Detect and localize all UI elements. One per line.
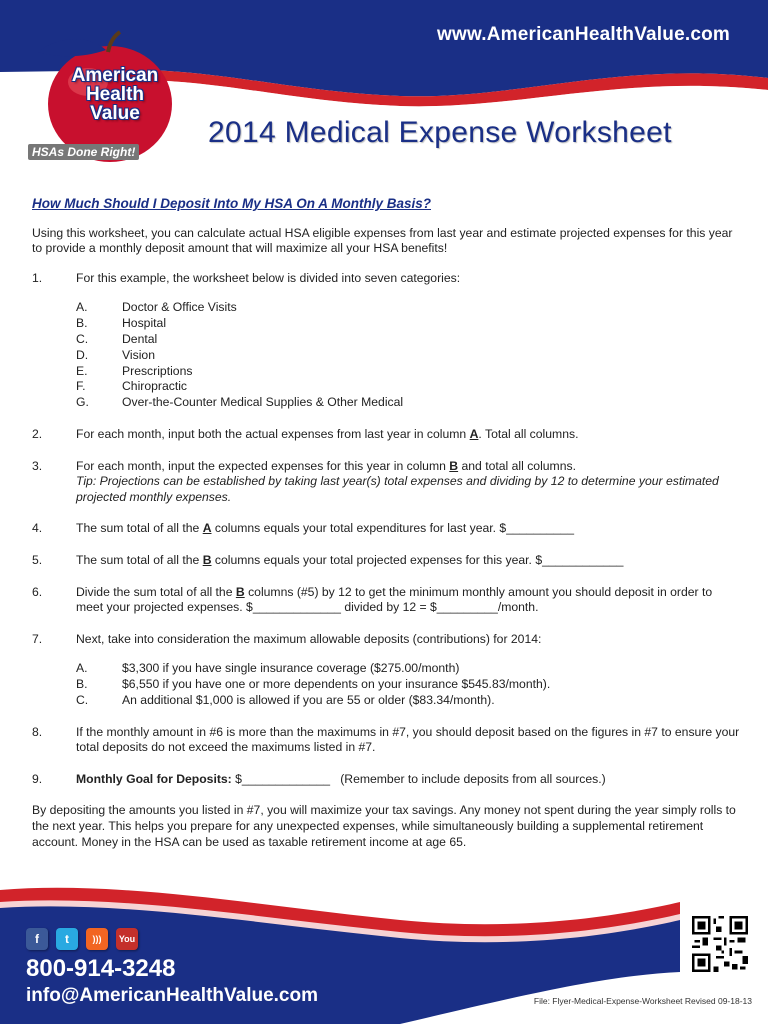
worksheet-body: [32, 196, 742, 850]
list-item: C. Dental: [76, 331, 158, 346]
twitter-icon[interactable]: t: [56, 928, 78, 950]
logo-wordmark: American Health Value: [71, 65, 159, 124]
list-item: B. Hospital: [76, 316, 167, 331]
step-9: 9. Monthly Goal for Deposits: $_____________ (Remember to include deposits from all sources.): [32, 771, 606, 786]
file-revision-info: File: Flyer-Medical-Expense-Worksheet Revised 09-18-13: [533, 996, 752, 1006]
facebook-icon[interactable]: f: [26, 928, 48, 950]
step-2: 2. For each month, input both the actual expenses from last year in column A. Total all columns.: [32, 426, 579, 441]
phone-number[interactable]: 800-914-3248: [26, 955, 176, 982]
intro-paragraph: Using this worksheet, you can calculate actual HSA eligible expenses from last year and estimate projected expenses for this year to provide a monthly deposit amount that will maximize all your HSA benefits!: [32, 225, 733, 256]
list-item: F. Chiropractic: [76, 379, 188, 394]
step-8: 8. If the monthly amount in #6 is more than the maximums in #7, you should deposit based on the figures in #7 to ensure your total deposits do not exceed the maximums listed in #7.: [32, 724, 740, 755]
step-6: 6. Divide the sum total of all the B columns (#5) by 12 to get the minimum monthly amount you should deposit in order to meet your projected expenses. $_____________ divided by 12 = $_________/month.: [32, 584, 713, 615]
tip-text: Tip: Projections can be established by taking last year(s) total expenses and dividing by 12 to determine your estimated projected monthly expenses.: [76, 474, 719, 504]
list-item: B. $6,550 if you have one or more dependents on your insurance $545.83/month).: [76, 677, 551, 692]
category-list: [76, 300, 742, 411]
monthly-goal-blank: $_____________: [235, 771, 331, 786]
step-4: 4. The sum total of all the A columns equals your total expenditures for last year. $__________: [32, 521, 574, 536]
list-item: A. Doctor & Office Visits: [76, 300, 237, 315]
social-icons: [26, 928, 138, 950]
youtube-icon[interactable]: You: [116, 928, 138, 950]
step-3: 3. For each month, input the expected expenses for this year in column B and total all columns. Tip: Projections can be established by taking last year(s) total expenses and dividing by 12 to determine your estimated projected monthly expenses.: [32, 459, 742, 506]
page-title: 2014 Medical Expense Worksheet: [208, 116, 672, 149]
step-5: 5. The sum total of all the B columns equals your total projected expenses for this year. $____________: [32, 552, 624, 567]
website-url[interactable]: www.AmericanHealthValue.com: [437, 24, 730, 45]
logo-tagline: HSAs Done Right!: [28, 144, 139, 160]
limits-list: [76, 661, 742, 708]
closing-paragraph: By depositing the amounts you listed in #7, you will maximize your tax savings. Any money not spent during the year simply rolls to the next year. This helps you prepare for any unexpected expenses, while simultaneously building a supplemental retirement account. Money in the HSA can be used as taxable retirement income at age 65.: [32, 803, 736, 849]
step-7: 7. Next, take into consideration the maximum allowable deposits (contributions) for 2014: A. $3,300 if you have single insurance coverage ($275.00/month) B. $6,550 if you have one or more dependents on your insurance $545.83/month). C. An additional $1,000 is allowed if you are 55 or older ($83.34/month).: [32, 632, 742, 709]
rss-icon[interactable]: ))): [86, 928, 108, 950]
list-item: G. Over-the-Counter Medical Supplies & Other Medical: [76, 395, 404, 410]
list-item: A. $3,300 if you have single insurance coverage ($275.00/month): [76, 661, 460, 676]
step-1: 1. For this example, the worksheet below is divided into seven categories: A. Doctor & Office Visits B. Hospital C. Dental D. Vision E. Prescriptions F. Chiropractic G. Over-the-Counter Medical Supplies & Other Medical: [32, 271, 742, 411]
section-heading: How Much Should I Deposit Into My HSA On A Monthly Basis?: [32, 196, 431, 211]
email-address[interactable]: info@AmericanHealthValue.com: [26, 985, 318, 1006]
qr-code-icon[interactable]: [692, 916, 748, 972]
list-item: E. Prescriptions: [76, 363, 193, 378]
list-item: D. Vision: [76, 347, 155, 362]
list-item: C. An additional $1,000 is allowed if you are 55 or older ($83.34/month).: [76, 692, 495, 707]
